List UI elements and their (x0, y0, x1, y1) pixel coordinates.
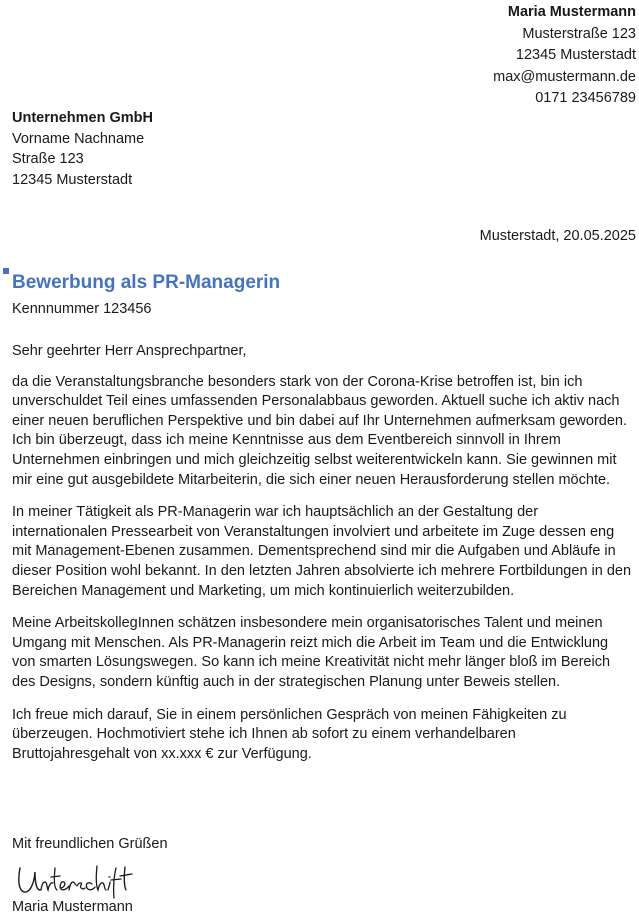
paragraph-1: da die Veranstaltungsbranche besonders stark von der Corona-Krise betroffen ist, bin ich unverschuldet Teil eines umfassenden Personalabbaus geworden. Aktuell suche ich aktiv nach einer neuen beruflichen Perspektive und bin dabei auf Ihr Unternehmen aufmerksam geworden. Ich bin überzeugt, dass ich meine Kenntnisse aus dem Eventbereich sinnvoll in Ihrem Unternehmen einbringen und mich gleichzeitig selbst weiterentwickeln kann. Sie gewinnen mit mir eine gut ausgebildete Mitarbeiterin, die sich einer neuen Herausforderung stellen möchte. (12, 373, 628, 488)
recipient-block (12, 108, 153, 190)
sender-email: max@mustermann.de (493, 68, 636, 85)
letter-body (12, 342, 634, 764)
recipient-company: Unternehmen GmbH (12, 110, 153, 126)
sender-street: Musterstraße 123 (522, 25, 636, 42)
letter-date: Musterstadt, 20.05.2025 (479, 228, 636, 244)
paragraph-2: In meiner Tätigkeit als PR-Managerin war ich hauptsächlich an der Gestaltung der internationalen Pressearbeit von Veranstaltungen involviert und arbeitete im Zuge dessen eng mit Management-Ebenen zusammen. Dementsprechend sind mir die Aufgaben und Abläufe in dieser Position wohl bekannt. In den letzten Jahren absolvierte ich mehrere Fortbildungen in den Bereichen Management und Marketing, um mich kontinuierlich weiterzubilden. (12, 504, 632, 599)
letter-subject: Bewerbung als PR-Managerin (12, 272, 281, 293)
subject-marker-icon (3, 268, 9, 274)
signer-name: Maria Mustermann (12, 899, 133, 915)
closing-phrase: Mit freundlichen Grüßen (12, 836, 168, 852)
sender-block (493, 2, 636, 110)
reference-number: Kennnummer 123456 (12, 301, 152, 317)
recipient-street: Straße 123 (12, 151, 84, 167)
sender-city: 12345 Musterstadt (515, 47, 636, 63)
sender-name: Maria Mustermann (507, 4, 636, 20)
paragraph-3: Meine ArbeitskollegInnen schätzen insbesondere mein organisatorisches Talent und meinen Umgang mit Menschen. Als PR-Managerin reizt mich die Arbeit im Team und die Entwicklung von smarten Lösungswegen. So kann ich meine Kreativität nicht mehr länger bloß im Bereich des Designs, sondern künftig auch in der strategischen Planung unter Beweis stellen. (12, 615, 611, 690)
recipient-contact: Vorname Nachname (12, 130, 145, 147)
sender-phone: 0171 23456789 (535, 90, 636, 106)
salutation: Sehr geehrter Herr Ansprechpartner, (12, 343, 247, 359)
paragraph-4: Ich freue mich darauf, Sie in einem persönlichen Gespräch von meinen Fähigkeiten zu überzeugen. Hochmotiviert stehe ich Ihnen ab sofort zu einem verhandelbaren Bruttojahresgehalt von xx.xxx € zur Verfügung. (12, 706, 567, 762)
recipient-city: 12345 Musterstadt (12, 171, 133, 188)
signature-image (14, 858, 138, 900)
